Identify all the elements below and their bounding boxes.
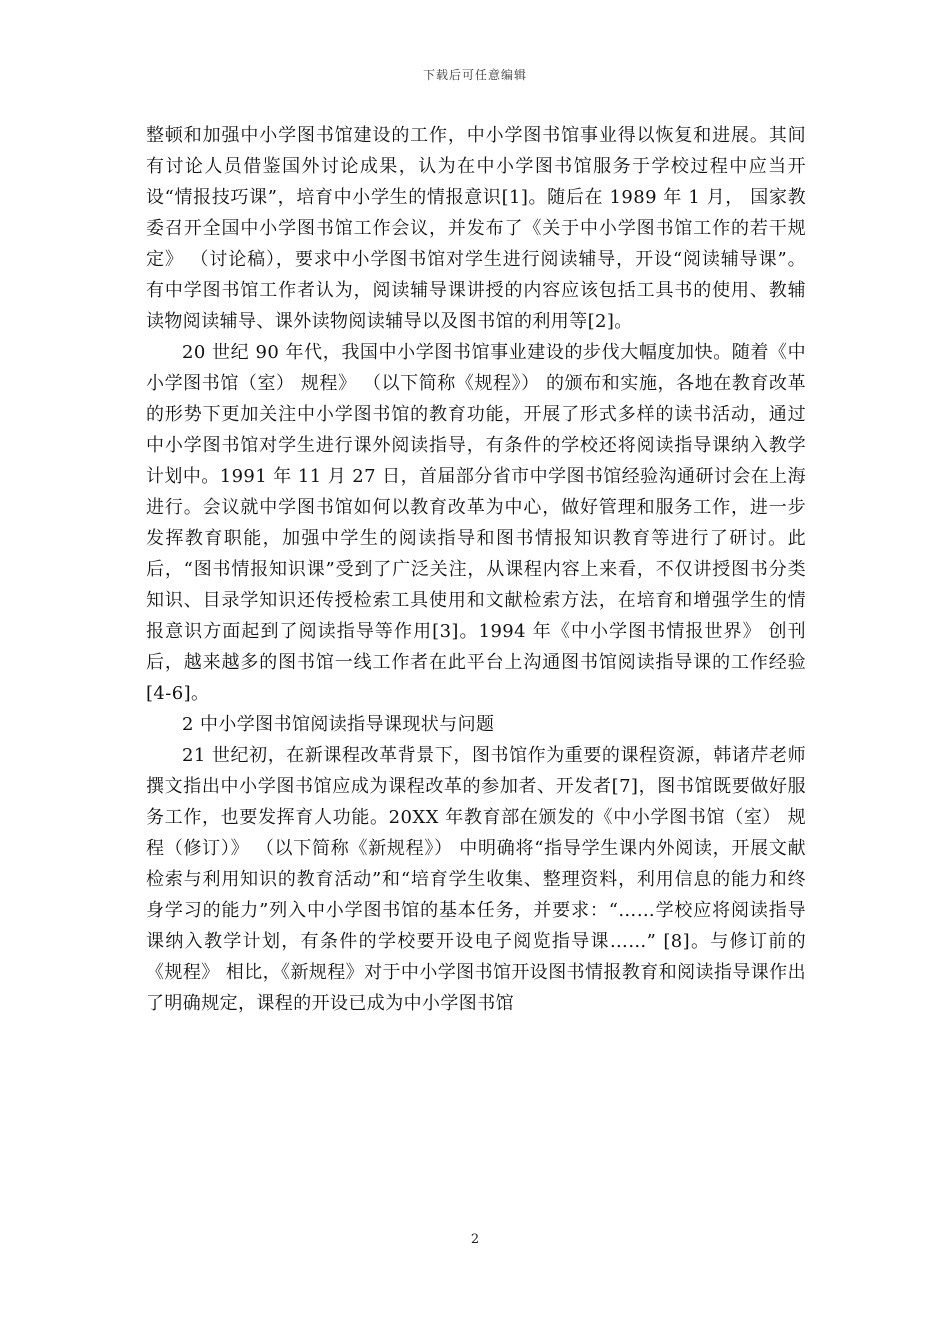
- page-number: 2: [470, 1232, 480, 1247]
- paragraph-1990s: 20 世纪 90 年代，我国中小学图书馆事业建设的步伐大幅度加快。随着《中小学图书馆（室） 规程》 （以下简称《规程》） 的颁布和实施，各地在教育改革的形势下更加关注中小学图书馆的教育功能，开展了形式多样的读书活动，通过中小学图书馆对学生进行课外阅读指导，有条件的学校还将阅读指导课纳入教学计划中。1991 年 11 月 27 日，首届部分省市中学图书馆经验沟通研讨会在上海进行。会议就中学图书馆如何以教育改革为中心，做好管理和服务工作，进一步发挥教育职能，加强中学生的阅读指导和图书情报知识教育等进行了研讨。此后，“图书情报知识课”受到了广泛关注，从课程内容上来看，不仅讲授图书分类知识、目录学知识还传授检索工具使用和文献检索方法，在培育和增强学生的情报意识方面起到了阅读指导等作用[3]。1994 年《中小学图书情报世界》 创刊后，越来越多的图书馆一线工作者在此平台上沟通图书馆阅读指导课的工作经验 [4-6]。: [146, 342, 806, 704]
- page-header: 下载后可任意编辑: [422, 68, 527, 82]
- paragraph-continuation: 整顿和加强中小学图书馆建设的工作，中小学图书馆事业得以恢复和进展。其间有讨论人员借鉴国外讨论成果，认为在中小学图书馆服务于学校过程中应当开设“情报技巧课”，培育中小学生的情报意识[1]。随后在 1989 年 1 月， 国家教委召开全国中小学图书馆工作会议，并发布了《关于中小学图书馆工作的若干规定》 （讨论稿），要求中小学图书馆对学生进行阅读辅导，开设“阅读辅导课”。有中学图书馆工作者认为，阅读辅导课讲授的内容应该包括工具书的使用、教辅读物阅读辅导、课外读物阅读辅导以及图书馆的利用等[2]。: [146, 125, 806, 332]
- section-heading: 2 中小学图书馆阅读指导课现状与问题: [182, 714, 495, 735]
- paragraph-21st-century: 21 世纪初，在新课程改革背景下，图书馆作为重要的课程资源，韩诸芹老师撰文指出中小学图书馆应成为课程改革的参加者、开发者[7]，图书馆既要做好服务工作，也要发挥育人功能。20XX 年教育部在颁发的《中小学图书馆（室） 规程（修订）》 （以下简称《新规程》） 中明确将“指导学生课内外阅读，开展文献检索与利用知识的教育活动”和“培育学生收集、整理资料，利用信息的能力和终身学习的能力”列入中小学图书馆的基本任务，并要求：“……学校应将阅读指导课纳入教学计划，有条件的学校要开设电子阅览指导课……” [8]。与修订前的《规程》 相比，《新规程》对于中小学图书馆开设图书情报教育和阅读指导课作出了明确规定，课程的开设已成为中小学图书馆: [146, 745, 806, 1014]
- document-body: [146, 120, 806, 1019]
